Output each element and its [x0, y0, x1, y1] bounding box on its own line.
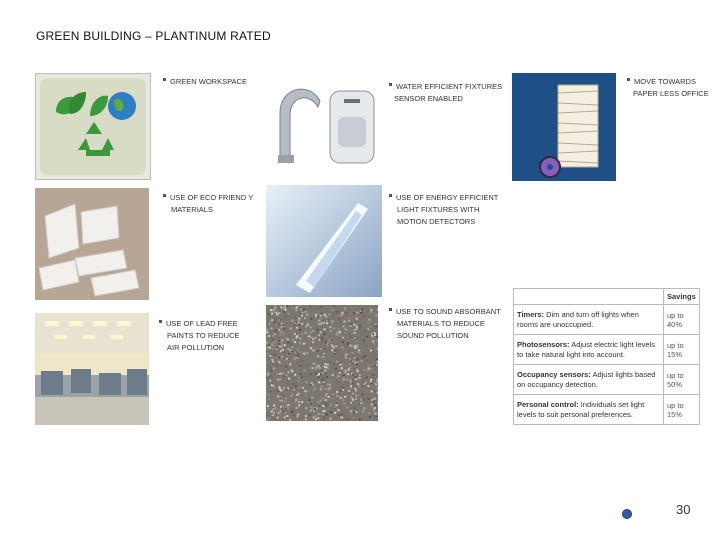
- savings-row-photosensors: Photosensors: Adjust electric light levels to take natural light into account.: [514, 335, 664, 365]
- savings-value: up to 15%: [664, 395, 700, 425]
- savings-row-personal: Personal control: Individuals set light levels to suit personal preferences.: [514, 395, 664, 425]
- paperless-image: [512, 73, 616, 181]
- faucet-image: [266, 77, 382, 164]
- office-interior-image: [35, 313, 149, 425]
- slide-title: GREEN BUILDING – PLANTINUM RATED: [36, 29, 271, 43]
- savings-value: up to 50%: [664, 365, 700, 395]
- light-fixture-image: [266, 185, 382, 297]
- sound-absorbant-image: [266, 305, 378, 421]
- savings-value: up to 40%: [664, 305, 700, 335]
- bullet-sound-absorbant: USE TO SOUND ABSORBANT MATERIALS TO REDUCE SOUND POLLUTION: [389, 306, 501, 342]
- green-workspace-image: [35, 73, 151, 180]
- bullet-green-workspace: GREEN WORKSPACE: [163, 76, 247, 88]
- slide-marker-icon: [622, 509, 632, 519]
- page-number: 30: [676, 502, 691, 517]
- eco-materials-image: [35, 188, 149, 300]
- bullet-paperless: MOVE TOWARDS PAPER LESS OFFICE: [627, 76, 709, 100]
- bullet-eco-materials: USE OF ECO FRIEND Y MATERIALS: [163, 192, 253, 216]
- savings-row-occupancy: Occupancy sensors: Adjust lights based on occupancy detection.: [514, 365, 664, 395]
- savings-table: [513, 288, 700, 425]
- bullet-water-efficient: WATER EFFICIENT FIXTURES SENSOR ENABLED: [389, 81, 502, 105]
- bullet-lead-free: USE OF LEAD FREE PAINTS TO REDUCE AIR POLLUTION: [159, 318, 240, 354]
- savings-value: up to 15%: [664, 335, 700, 365]
- savings-header: Savings: [664, 289, 700, 305]
- savings-row-timers: Timers: Dim and turn off lights when rooms are unoccupied.: [514, 305, 664, 335]
- bullet-energy-efficient: USE OF ENERGY EFFICIENT LIGHT FIXTURES WITH MOTION DETECTORS: [389, 192, 498, 228]
